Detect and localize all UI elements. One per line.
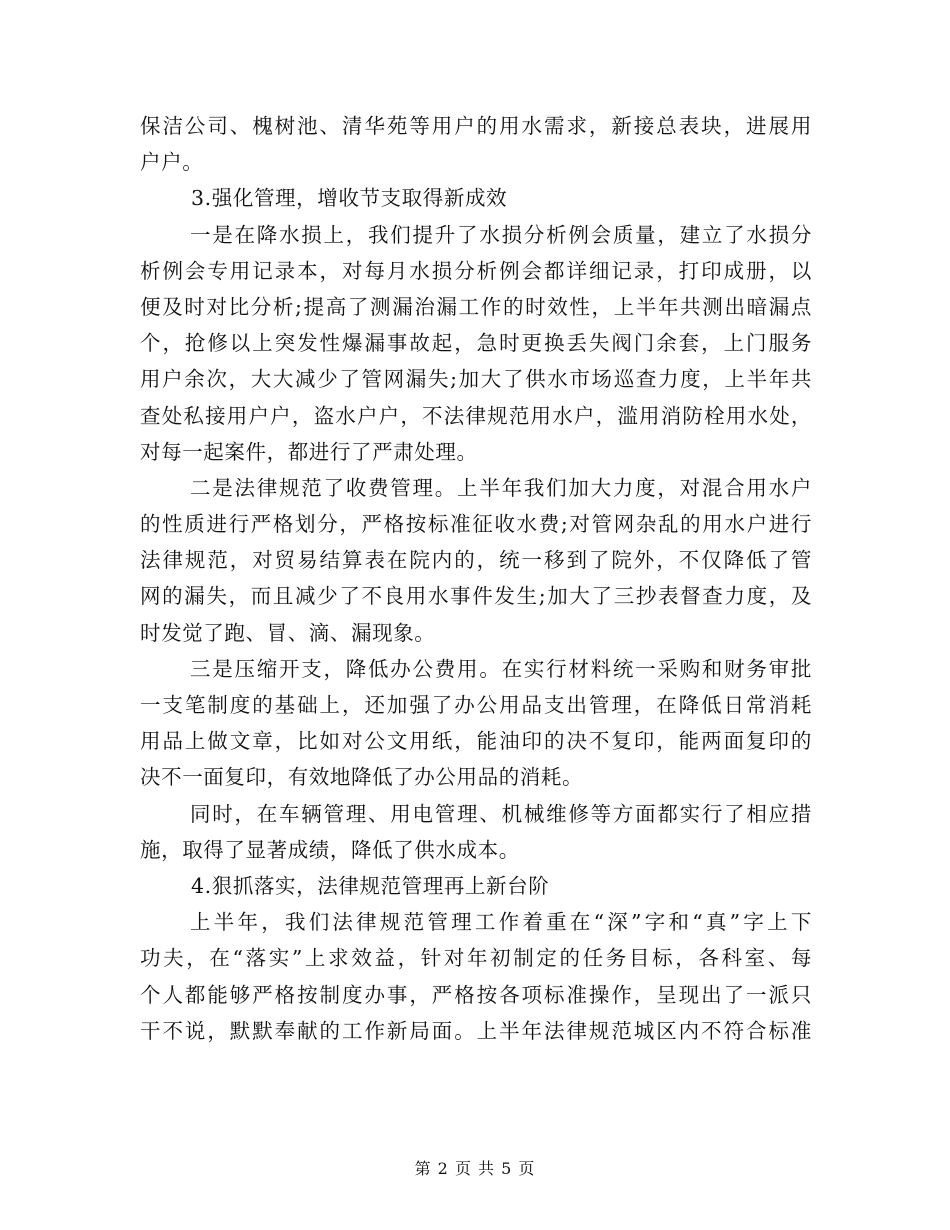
paragraph-line: 便及时对比分析;提高了测漏治漏工作的时效性，上半年共测出暗漏点 bbox=[140, 294, 812, 319]
paragraph-line: 一是在降水损上，我们提升了水损分析例会质量，建立了水损分 bbox=[190, 222, 812, 247]
paragraph-line: 法律规范，对贸易结算表在院内的，统一移到了院外，不仅降低了管 bbox=[140, 548, 812, 573]
paragraph-line: 一支笔制度的基础上，还加强了办公用品支出管理，在降低日常消耗 bbox=[140, 693, 812, 717]
paragraph-line: 施，取得了显著成绩，降低了供水成本。 bbox=[140, 837, 520, 862]
paragraph-line: 对每一起案件，都进行了严肃处理。 bbox=[140, 439, 478, 464]
paragraph-line: 三是压缩开支，降低办公费用。在实行材料统一采购和财务审批 bbox=[190, 656, 812, 681]
paragraph-line: 个，抢修以上突发性爆漏事故起，急时更换丢失阀门余套，上门服务 bbox=[140, 331, 812, 356]
paragraph-line: 个人都能够严格按制度办事，严格按各项标准操作，呈现出了一派只 bbox=[140, 982, 812, 1007]
paragraph-line: 干不说，默默奉献的工作新局面。上半年法律规范城区内不符合标准 bbox=[140, 1018, 812, 1043]
paragraph-line: 决不一面复印，有效地降低了办公用品的消耗。 bbox=[140, 765, 584, 790]
paragraph-line: 网的漏失，而且减少了不良用水事件发生;加大了三抄表督查力度，及 bbox=[140, 584, 812, 609]
paragraph-line: 析例会专用记录本，对每月水损分析例会都详细记录，打印成册，以 bbox=[140, 258, 812, 283]
paragraph-line: 同时，在车辆管理、用电管理、机械维修等方面都实行了相应措 bbox=[190, 801, 812, 826]
paragraph-line: 上半年，我们法律规范管理工作着重在“深”字和“真”字上下 bbox=[190, 910, 812, 935]
paragraph-line: 保洁公司、槐树池、清华苑等用户的用水需求，新接总表块，进展用 bbox=[140, 114, 812, 138]
page-footer: 第 2 页 共 5 页 bbox=[414, 1159, 536, 1178]
paragraph-line: 时发觉了跑、冒、滴、漏现象。 bbox=[140, 620, 436, 645]
paragraph-line: 查处私接用户户，盗水户户，不法律规范用水户，滥用消防栓用水处， bbox=[140, 403, 812, 428]
document-body bbox=[140, 108, 812, 1049]
paragraph-line: 功夫，在“落实”上求效益，针对年初制定的任务目标，各科室、每 bbox=[140, 946, 812, 971]
section-heading: 3.强化管理，增收节支取得新成效 bbox=[191, 186, 508, 211]
paragraph-line: 用户余次，大大减少了管网漏失;加大了供水市场巡查力度，上半年共 bbox=[140, 367, 812, 392]
section-heading: 4.狠抓落实，法律规范管理再上新台阶 bbox=[191, 873, 550, 898]
paragraph-line: 的性质进行严格划分，严格按标准征收水费;对管网杂乱的用水户进行 bbox=[140, 512, 812, 537]
paragraph-line: 用品上做文章，比如对公文用纸，能油印的决不复印，能两面复印的 bbox=[140, 729, 812, 754]
paragraph-line: 二是法律规范了收费管理。上半年我们加大力度，对混合用水户 bbox=[190, 475, 812, 500]
paragraph-line: 户户。 bbox=[140, 150, 204, 175]
